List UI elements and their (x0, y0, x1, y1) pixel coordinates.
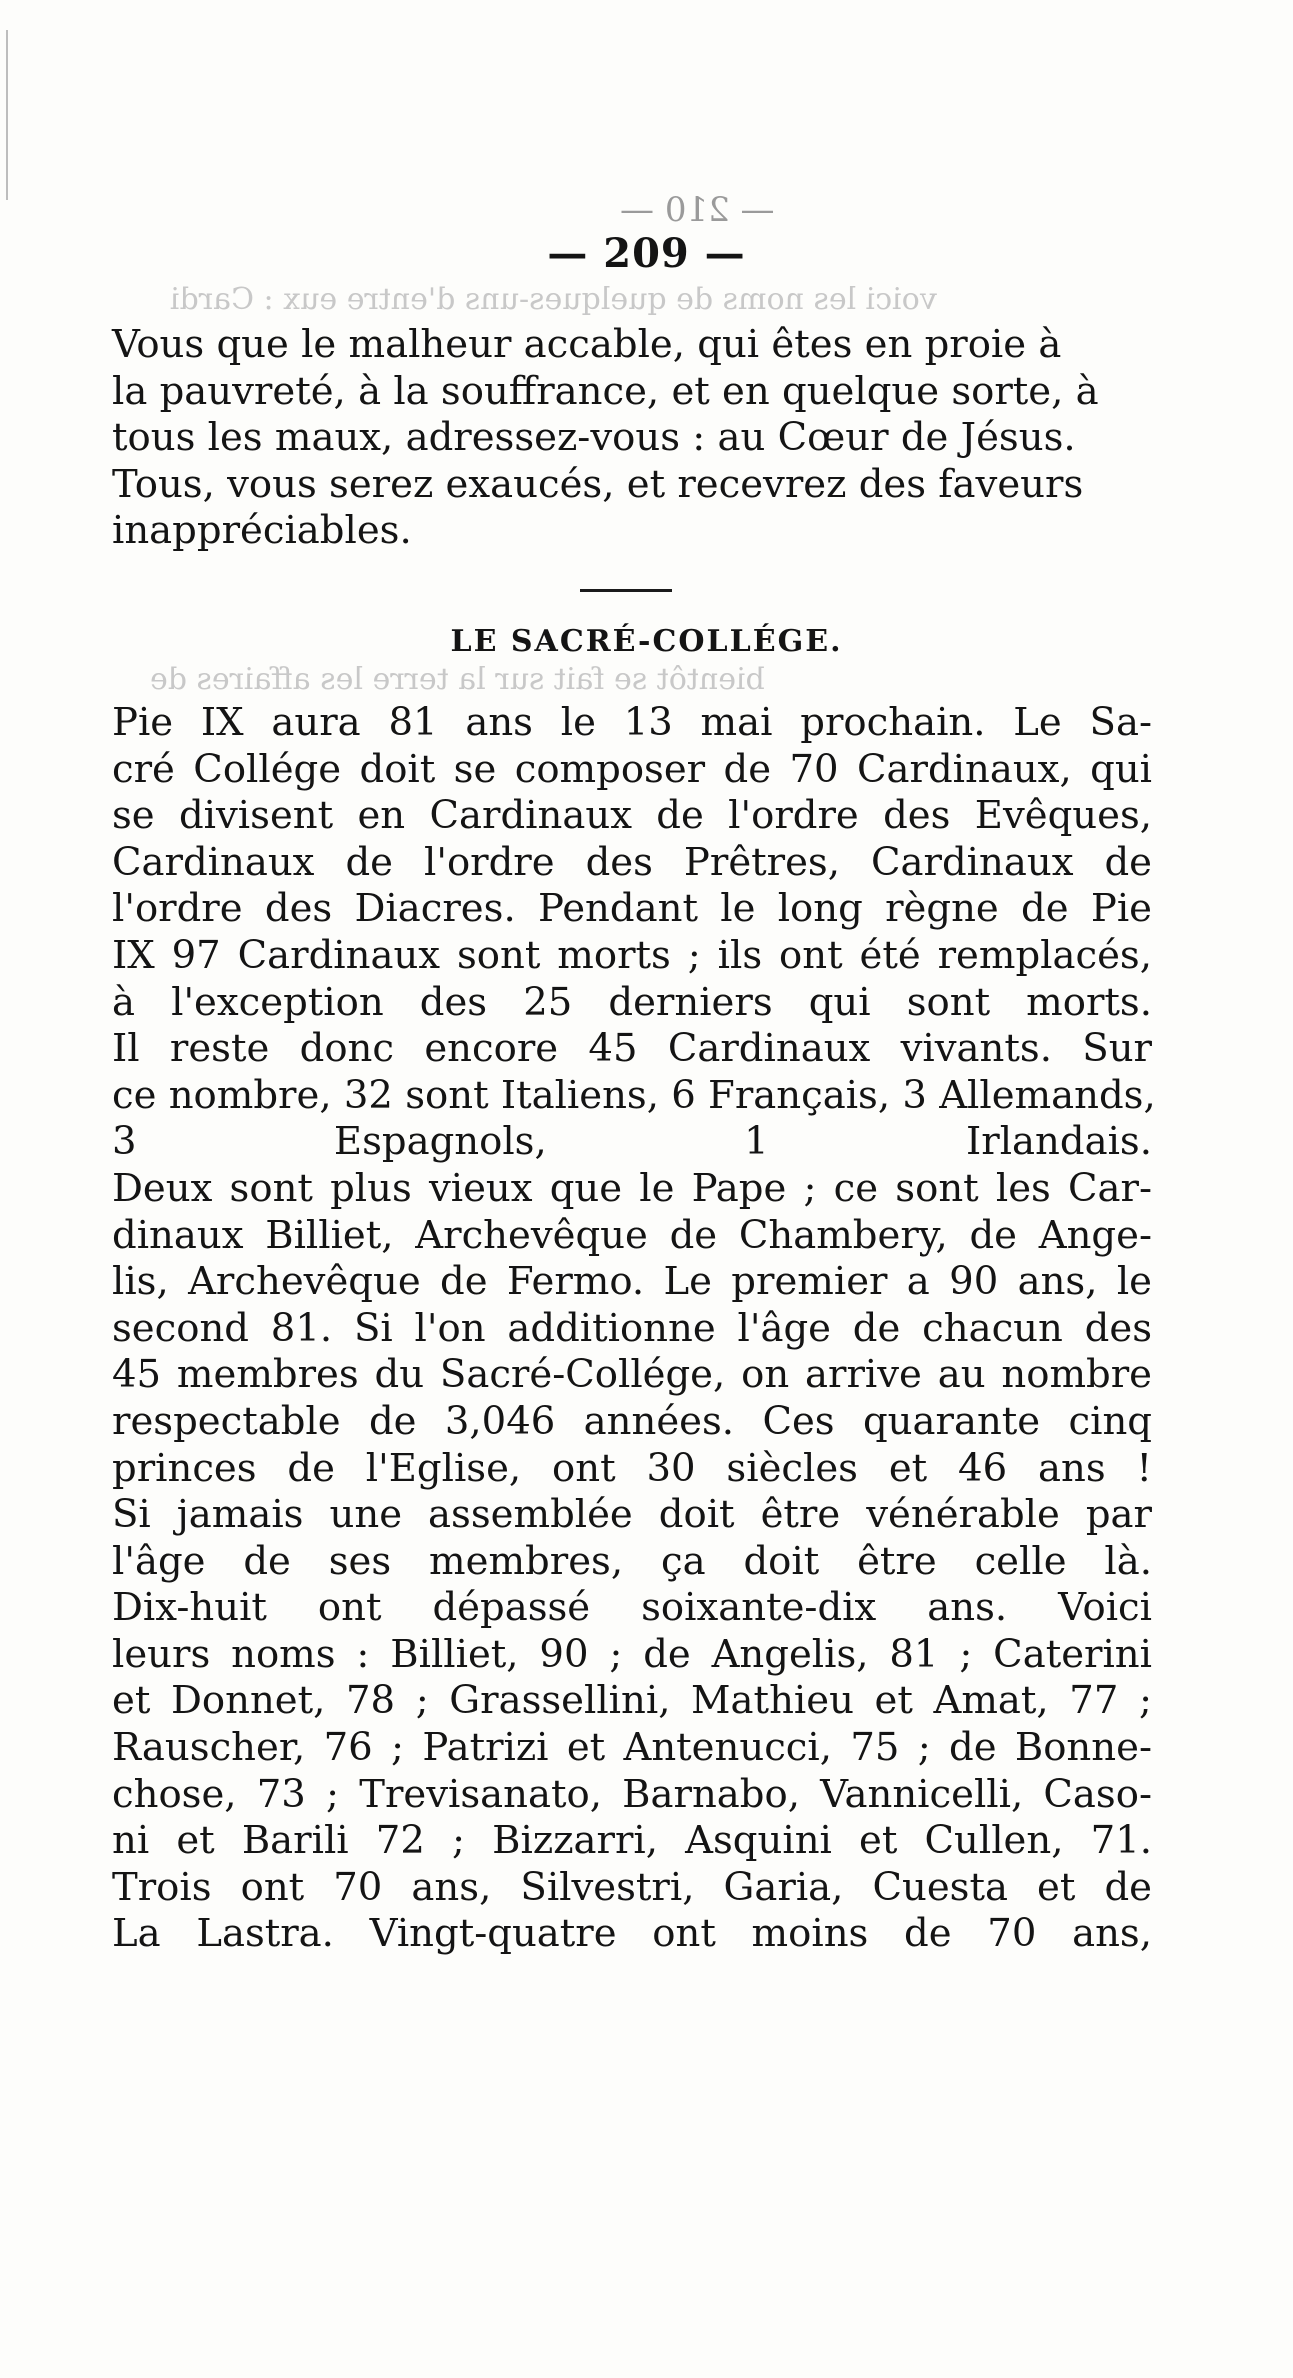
text-line: Rauscher, 76 ; Patrizi et Antenucci, 75 ; de Bonne- (112, 1725, 1152, 1771)
paragraph-2 (112, 1166, 1152, 1492)
text-line: lis, Archevêque de Fermo. Le premier a 90 ans, le (112, 1259, 1152, 1305)
bleed-through-folio: — 210 — (620, 190, 775, 230)
text-line: chose, 73 ; Trevisanato, Barnabo, Vannicelli, Caso- (112, 1771, 1152, 1817)
text-line: respectable de 3,046 années. Ces quarante cinq (112, 1398, 1152, 1444)
text-line: Il reste donc encore 45 Cardinaux vivants. Sur (112, 1026, 1152, 1072)
text-line: leurs noms : Billiet, 90 ; de Angelis, 81 ; Caterini (112, 1631, 1152, 1677)
text-line: Deux sont plus vieux que le Pape ; ce sont les Car- (112, 1165, 1152, 1211)
text-line: 3 Espagnols, 1 Irlandais. (112, 1119, 1152, 1165)
text-line: 45 membres du Sacré-Collége, on arrive au nombre (112, 1352, 1152, 1398)
text-line: se divisent en Cardinaux de l'ordre des Evêques, (112, 793, 1152, 839)
section-heading: LE SACRÉ-COLLÉGE. (450, 624, 843, 659)
text-line: l'ordre des Diacres. Pendant le long règne de Pie (112, 886, 1152, 932)
text-line: Si jamais une assemblée doit être vénérable par (112, 1492, 1152, 1538)
page-number: — 209 — (547, 230, 746, 277)
text-line: ni et Barili 72 ; Bizzarri, Asquini et Cullen, 71. (112, 1818, 1152, 1864)
text-line: dinaux Billiet, Archevêque de Chambery, de Ange- (112, 1212, 1152, 1258)
text-line: cré Collége doit se composer de 70 Cardinaux, qui (112, 746, 1152, 792)
paragraph-3 (112, 1492, 1152, 1585)
text-line: Tous, vous serez exaucés, et recevrez des faveurs (112, 461, 1084, 507)
text-line: inappréciables. (112, 508, 412, 554)
scan-edge-mark (6, 30, 8, 200)
paragraph-4 (112, 1585, 1152, 1958)
text-line: Dix-huit ont dépassé soixante-dix ans. Voici (112, 1585, 1152, 1631)
bleed-through-text: voici les noms de quelques-uns d'entre eux : Cardi (170, 282, 937, 317)
text-line: la pauvreté, à la souffrance, et en quelque sorte, à (112, 368, 1099, 414)
text-line: IX 97 Cardinaux sont morts ; ils ont été remplacés, (112, 932, 1152, 978)
section-body (112, 700, 1156, 1958)
section-divider (580, 589, 672, 592)
text-line: Pie IX aura 81 ans le 13 mai prochain. Le Sa- (112, 700, 1152, 745)
text-line: La Lastra. Vingt-quatre ont moins de 70 ans, (112, 1911, 1152, 1957)
text-line: Trois ont 70 ans, Silvestri, Garia, Cuesta et de (112, 1864, 1152, 1910)
text-line: ce nombre, 32 sont Italiens, 6 Français, 3 Allemands, (112, 1072, 1156, 1118)
text-line: second 81. Si l'on additionne l'âge de chacun des (112, 1305, 1152, 1351)
text-line: Vous que le malheur accable, qui êtes en proie à (112, 322, 1062, 367)
paragraph-1 (112, 700, 1156, 1166)
text-line: l'âge de ses membres, ça doit être celle là. (112, 1538, 1152, 1584)
text-line: tous les maux, adressez-vous : au Cœur de Jésus. (112, 415, 1076, 461)
text-line: et Donnet, 78 ; Grassellini, Mathieu et Amat, 77 ; (112, 1678, 1152, 1724)
text-line: à l'exception des 25 derniers qui sont morts. (112, 979, 1152, 1025)
bleed-through-text: bientôt se fait sur la terre les affaires de (150, 662, 765, 697)
text-line: princes de l'Eglise, ont 30 siècles et 46 ans ! (112, 1445, 1152, 1491)
text-line: Cardinaux de l'ordre des Prêtres, Cardinaux de (112, 839, 1152, 885)
intro-paragraph (112, 322, 1152, 555)
